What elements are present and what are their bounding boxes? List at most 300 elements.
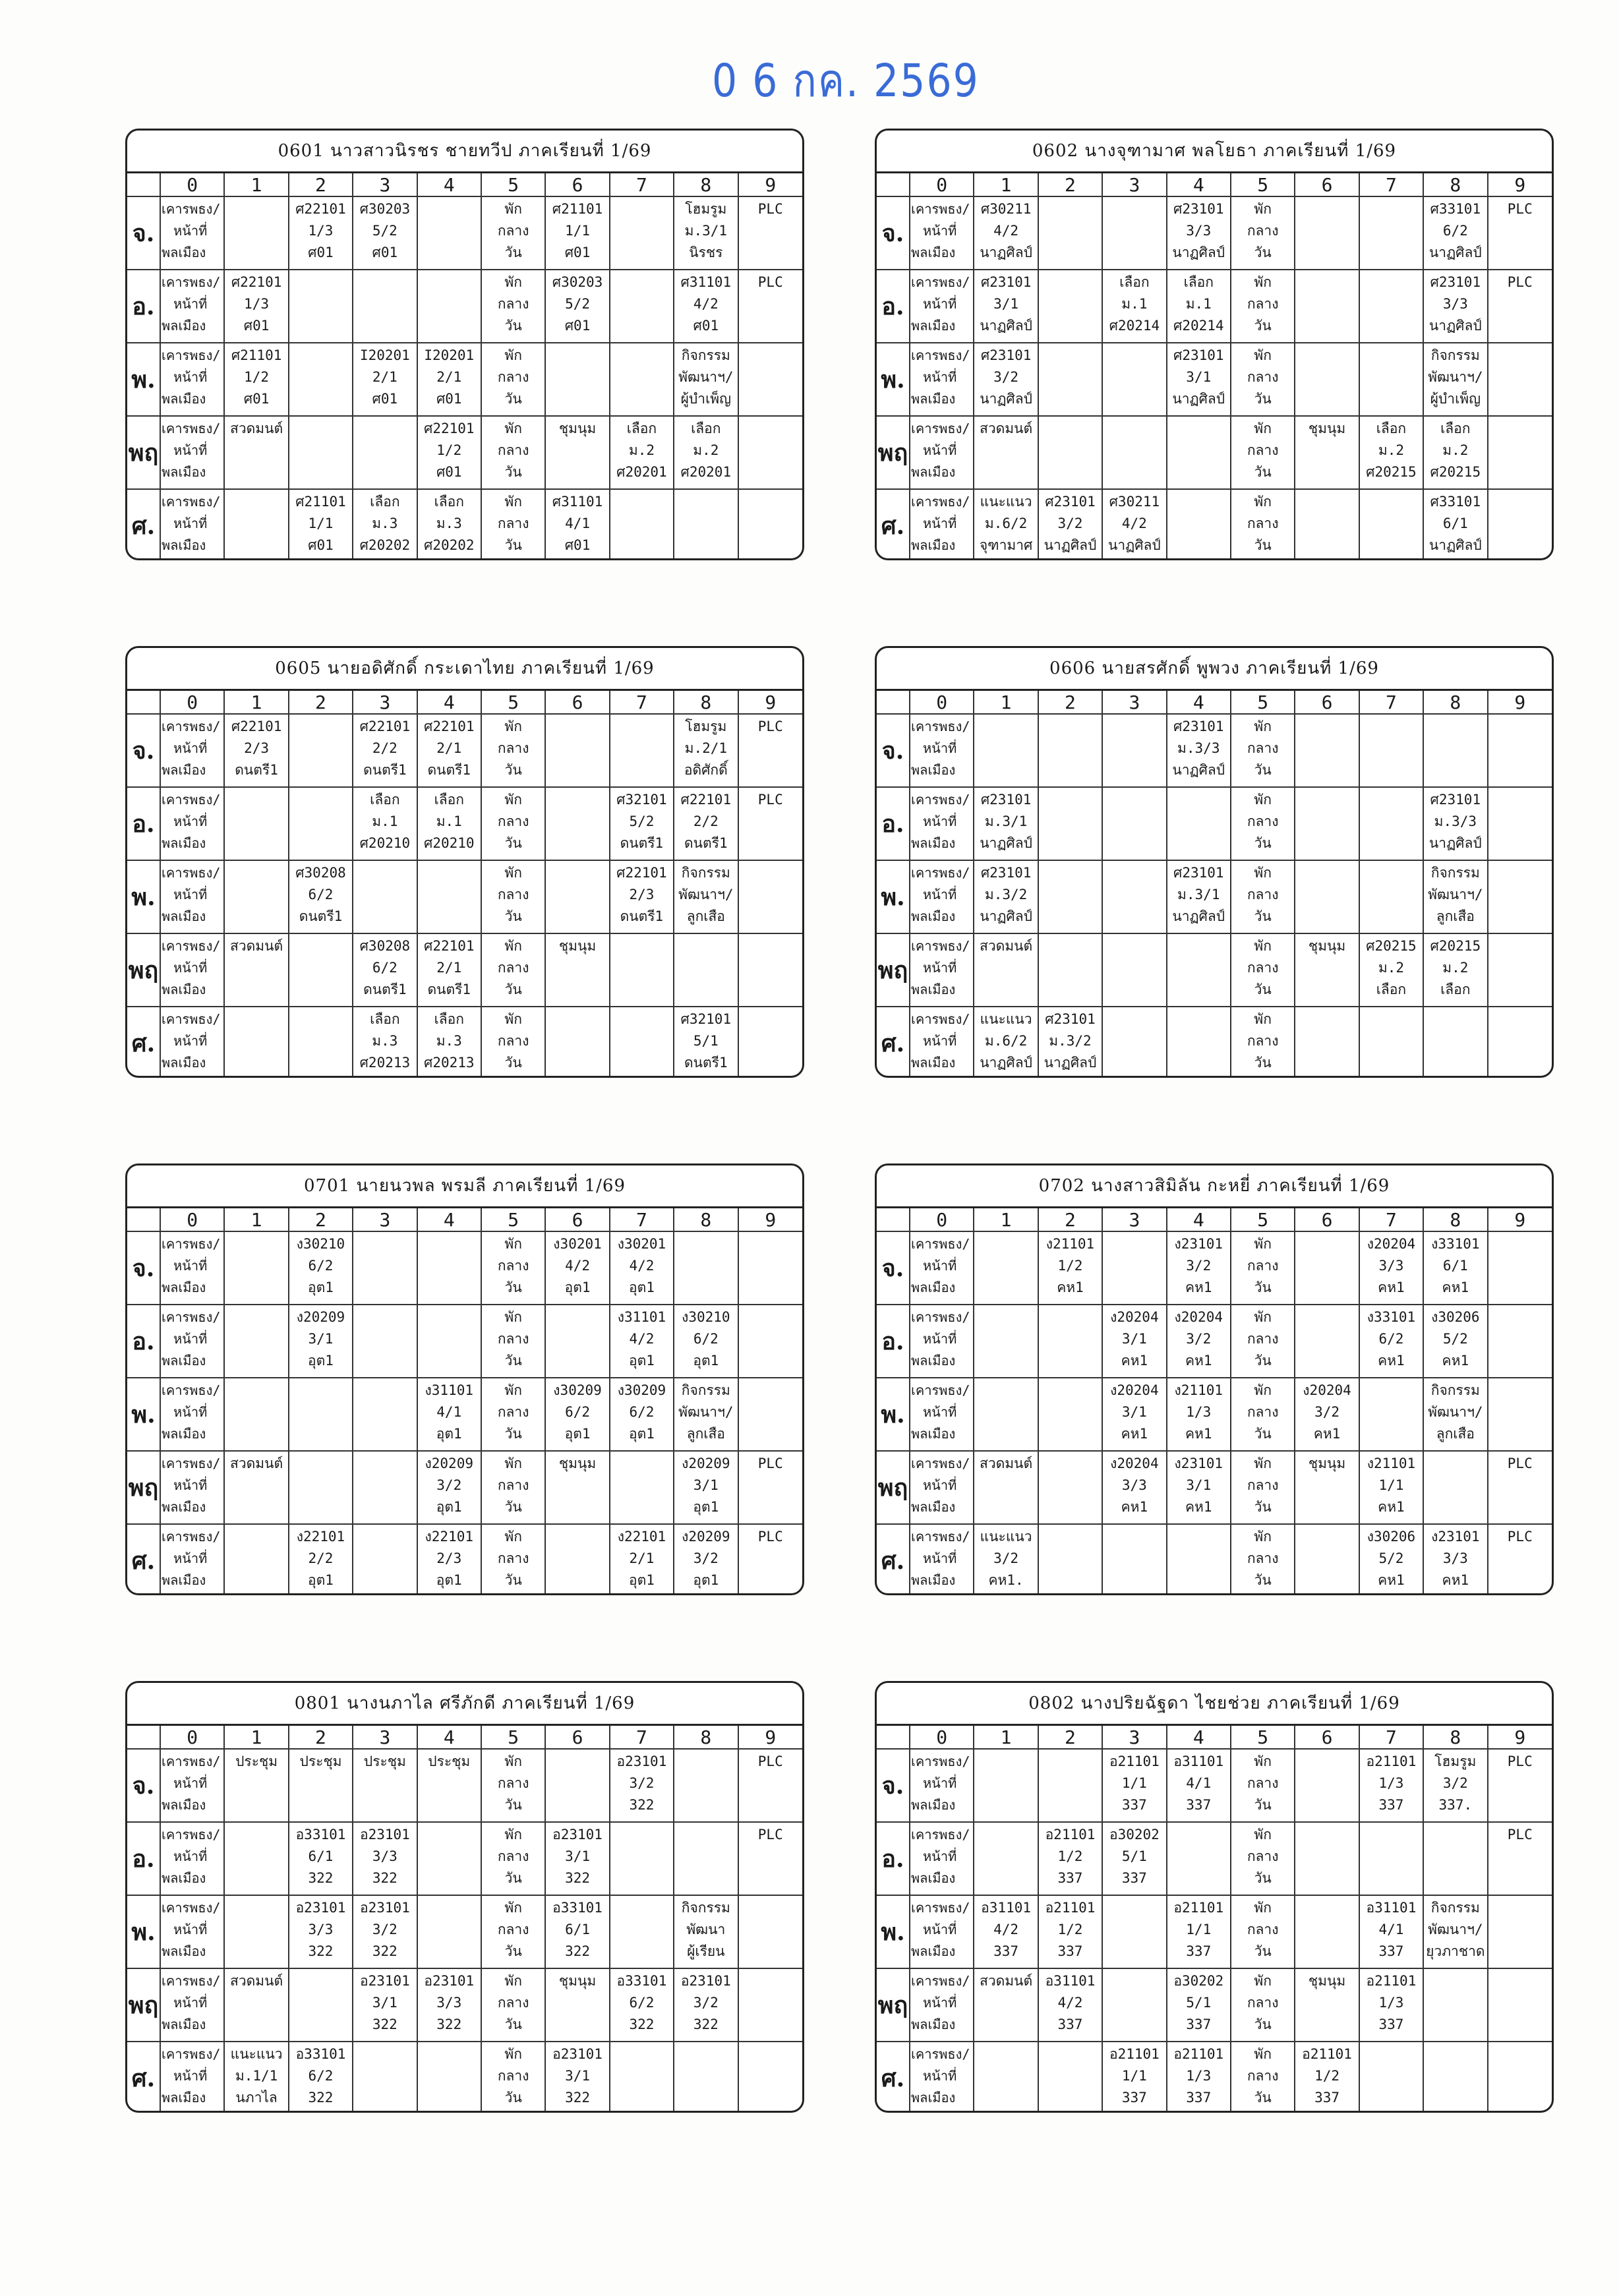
period-cell xyxy=(1102,489,1166,560)
cell-line: ศ22101 xyxy=(423,719,475,734)
cell-line: นาฏศิลป์ xyxy=(980,245,1032,260)
period-header: 3 xyxy=(353,1726,417,1749)
cell-line: 322 xyxy=(372,2016,397,2032)
period-cell xyxy=(910,2042,974,2113)
cell-line: 1/1 xyxy=(1186,1922,1212,1937)
cell-line: นาฏศิลป์ xyxy=(1172,245,1225,260)
cell-line: ศ22101 xyxy=(359,719,411,734)
period-cell xyxy=(1038,1378,1102,1451)
cell-line: อ33101 xyxy=(616,1973,667,1989)
period-cell xyxy=(353,1378,417,1451)
cell-line: พลเมือง xyxy=(162,982,206,997)
period-cell xyxy=(974,860,1038,933)
cell-line: หน้าที่ xyxy=(923,1331,957,1347)
cell-line: กลาง xyxy=(1247,296,1279,312)
cell-line: 6/2 xyxy=(372,960,397,976)
cell-line: 1/2 xyxy=(1057,1922,1083,1937)
period-cell xyxy=(481,1378,545,1451)
period-cell xyxy=(481,787,545,860)
cell-line: พัฒนาฯ/ xyxy=(1428,1922,1483,1937)
cell-line: ศ22101 xyxy=(423,938,475,954)
period-cell xyxy=(224,714,288,787)
period-cell xyxy=(1359,1822,1423,1895)
cell-line: วัน xyxy=(1254,1943,1272,1959)
cell-line: พัก xyxy=(504,1753,522,1769)
cell-line: 2/2 xyxy=(372,740,397,756)
cell-line: พลเมือง xyxy=(911,908,956,924)
period-header: 4 xyxy=(417,691,481,714)
cell-line: คห1 xyxy=(1442,1280,1469,1295)
cell-line: วัน xyxy=(1254,1280,1272,1295)
period-cell xyxy=(224,860,288,933)
cell-line: 337 xyxy=(1314,2090,1339,2105)
cell-line: วัน xyxy=(504,1797,522,1813)
period-cell xyxy=(910,787,974,860)
period-cell xyxy=(610,489,674,560)
cell-line: ม.3/2 xyxy=(984,887,1028,902)
period-cell xyxy=(1167,489,1231,560)
day-row xyxy=(127,196,802,270)
period-header: 3 xyxy=(1102,1726,1166,1749)
cell-line: 4/1 xyxy=(565,515,590,531)
period-header: 5 xyxy=(1231,1208,1295,1231)
period-cell xyxy=(1231,1822,1295,1895)
period-header: 0 xyxy=(160,1726,224,1749)
cell-line: อ23101 xyxy=(552,1827,603,1842)
period-header: 1 xyxy=(974,1208,1038,1231)
cell-line: พลเมือง xyxy=(162,762,206,778)
period-cell xyxy=(289,1231,353,1305)
cell-line: ดนตรี1 xyxy=(684,835,728,851)
day-row xyxy=(877,714,1552,787)
period-cell xyxy=(1488,714,1552,787)
period-header: 8 xyxy=(1423,1726,1487,1749)
cell-line: อ23101 xyxy=(424,1973,475,1989)
cell-line: ศ23101 xyxy=(1173,719,1224,734)
period-cell xyxy=(224,270,288,343)
period-cell xyxy=(160,1231,224,1305)
cell-line: 3/2 xyxy=(993,1550,1019,1566)
cell-line: 3/2 xyxy=(436,1477,462,1493)
period-cell xyxy=(738,860,802,933)
period-cell xyxy=(610,933,674,1007)
period-cell xyxy=(910,1524,974,1595)
cell-line: 3/1 xyxy=(1121,1404,1147,1420)
cell-line: 3/3 xyxy=(1186,223,1212,239)
cell-line: เคารพธง/ xyxy=(162,1827,221,1842)
period-cell xyxy=(1423,1968,1487,2042)
period-cell xyxy=(545,489,609,560)
cell-line: แนะแนว xyxy=(980,494,1032,510)
timetable-card xyxy=(875,646,1554,1078)
cell-line: 2/2 xyxy=(693,813,719,829)
cell-line: ศ01 xyxy=(243,391,270,407)
cell-line: 4/2 xyxy=(629,1331,655,1347)
cell-line: 1/3 xyxy=(1378,1995,1404,2011)
cell-line: ศ30211 xyxy=(980,201,1032,217)
cell-line: หน้าที่ xyxy=(173,887,208,902)
cell-line: นาฏศิลป์ xyxy=(980,1055,1032,1071)
period-header: 7 xyxy=(610,1726,674,1749)
period-cell xyxy=(1359,489,1423,560)
cell-line: เคารพธง/ xyxy=(911,201,970,217)
cell-line: หน้าที่ xyxy=(173,1477,208,1493)
cell-line: หน้าที่ xyxy=(173,813,208,829)
cell-line: นาฏศิลป์ xyxy=(1172,762,1225,778)
cell-line: พัก xyxy=(504,1011,522,1027)
period-cell xyxy=(1359,860,1423,933)
cell-line: ง22101 xyxy=(425,1529,473,1545)
day-header-blank xyxy=(877,691,910,714)
cell-line: กลาง xyxy=(1247,960,1279,976)
period-cell xyxy=(353,343,417,416)
period-cell xyxy=(353,787,417,860)
cell-line: ชุมนุม xyxy=(558,421,597,436)
cell-line: ม.3 xyxy=(372,1033,398,1049)
cell-line: กลาง xyxy=(497,1550,529,1566)
period-cell xyxy=(610,1007,674,1078)
period-cell xyxy=(1038,1524,1102,1595)
period-cell xyxy=(545,787,609,860)
cell-line: พัฒนาฯ/ xyxy=(678,1404,734,1420)
day-label: อ. xyxy=(877,270,910,343)
period-cell xyxy=(674,1007,738,1078)
cell-line: ดนตรี1 xyxy=(620,908,664,924)
cell-line: 337 xyxy=(1378,1943,1404,1959)
period-header: 5 xyxy=(481,173,545,196)
period-cell xyxy=(1423,1895,1487,1968)
cell-line: ดนตรี1 xyxy=(684,1055,728,1071)
period-cell xyxy=(353,1305,417,1378)
cell-line: พลเมือง xyxy=(911,1426,956,1442)
cell-line: กลาง xyxy=(1247,223,1279,239)
cell-line: 337 xyxy=(1186,1943,1212,1959)
cell-line: คห1 xyxy=(1378,1353,1405,1369)
cell-line: 322 xyxy=(308,1870,334,1886)
cell-line: PLC xyxy=(1507,1753,1533,1769)
cell-line: 6/1 xyxy=(308,1848,334,1864)
period-cell xyxy=(738,1305,802,1378)
cell-line: ง21101 xyxy=(1045,1236,1095,1252)
period-cell xyxy=(1423,1231,1487,1305)
cell-line: 322 xyxy=(629,2016,655,2032)
day-label: พฤ xyxy=(127,933,160,1007)
cell-line: พัก xyxy=(1254,1973,1272,1989)
cell-line: พัก xyxy=(1254,1753,1272,1769)
day-row xyxy=(877,2042,1552,2113)
cell-line: ประชุม xyxy=(428,1753,471,1769)
period-cell xyxy=(1038,1822,1102,1895)
cell-line: ม.2 xyxy=(1378,960,1404,976)
period-cell xyxy=(1038,1968,1102,2042)
cell-line: กลาง xyxy=(1247,1922,1279,1937)
cell-line: เคารพธง/ xyxy=(162,2046,221,2062)
cell-line: กลาง xyxy=(1247,1033,1279,1049)
cell-line: วัน xyxy=(504,1499,522,1515)
cell-line: เคารพธง/ xyxy=(911,792,970,808)
cell-line: พัก xyxy=(504,1309,522,1325)
period-cell xyxy=(1359,714,1423,787)
timetable-card xyxy=(125,646,804,1078)
day-label: ศ. xyxy=(877,2042,910,2113)
period-cell xyxy=(974,343,1038,416)
cell-line: เคารพธง/ xyxy=(162,719,221,734)
cell-line: 5/2 xyxy=(565,296,590,312)
period-cell xyxy=(1102,343,1166,416)
period-header: 9 xyxy=(738,1208,802,1231)
period-cell xyxy=(160,1524,224,1595)
cell-line: กลาง xyxy=(1247,515,1279,531)
period-cell xyxy=(1423,860,1487,933)
period-cell xyxy=(545,1007,609,1078)
cell-line: ง30209 xyxy=(617,1382,666,1398)
day-row xyxy=(877,1524,1552,1595)
period-cell xyxy=(481,1451,545,1524)
period-cell xyxy=(160,860,224,933)
cell-line: เคารพธง/ xyxy=(911,421,970,436)
period-cell xyxy=(481,489,545,560)
cell-line: ศ01 xyxy=(693,318,719,334)
cell-line: 6/2 xyxy=(1378,1331,1404,1347)
cell-line: อุต1 xyxy=(308,1280,334,1295)
period-cell xyxy=(1102,1895,1166,1968)
period-header: 5 xyxy=(481,691,545,714)
day-row xyxy=(127,270,802,343)
cell-line: ศ30203 xyxy=(552,274,603,290)
cell-line: ศ23101 xyxy=(1045,494,1096,510)
period-cell xyxy=(1359,1968,1423,2042)
cell-line: หน้าที่ xyxy=(173,369,208,385)
period-cell xyxy=(1359,1895,1423,1968)
cell-line: วัน xyxy=(504,1353,522,1369)
cell-line: พลเมือง xyxy=(911,1499,956,1515)
period-header: 3 xyxy=(353,173,417,196)
cell-line: อุต1 xyxy=(693,1499,719,1515)
period-cell xyxy=(1038,489,1102,560)
cell-line: สวดมนต์ xyxy=(980,938,1033,954)
cell-line: กลาง xyxy=(497,223,529,239)
cell-line: 322 xyxy=(693,2016,719,2032)
cell-line: 1/3 xyxy=(1186,1404,1212,1420)
period-cell xyxy=(481,1749,545,1822)
period-cell xyxy=(224,1231,288,1305)
period-cell xyxy=(1423,1007,1487,1078)
cell-line: ง31101 xyxy=(425,1382,473,1398)
cell-line: พลเมือง xyxy=(162,2090,206,2105)
cell-line: อุต1 xyxy=(436,1426,462,1442)
period-cell xyxy=(674,1305,738,1378)
cell-line: ง20209 xyxy=(682,1529,730,1545)
cell-line: หน้าที่ xyxy=(173,1033,208,1049)
cell-line: ศ20210 xyxy=(423,835,475,851)
cell-line: พลเมือง xyxy=(162,537,206,553)
cell-line: 3/2 xyxy=(693,1995,719,2011)
period-cell xyxy=(1038,1305,1102,1378)
cell-line: ง30206 xyxy=(1431,1309,1480,1325)
cell-line: 337 xyxy=(1186,2016,1212,2032)
timetable-grid xyxy=(877,691,1552,1078)
period-cell xyxy=(1295,1749,1359,1822)
cell-line: วัน xyxy=(1254,2090,1272,2105)
cell-line: เคารพธง/ xyxy=(911,1753,970,1769)
cell-line: เคารพธง/ xyxy=(911,1827,970,1842)
cell-line: อ21101 xyxy=(1366,1973,1417,1989)
cell-line: ชุมนุม xyxy=(1308,1973,1346,1989)
timetable-grid xyxy=(127,173,802,560)
cell-line: พลเมือง xyxy=(162,1797,206,1813)
cell-line: PLC xyxy=(757,201,783,217)
cell-line: วัน xyxy=(1254,1055,1272,1071)
cell-line: สวดมนต์ xyxy=(980,1973,1033,1989)
cell-line: อุต1 xyxy=(436,1572,462,1588)
day-row xyxy=(877,860,1552,933)
cell-line: ง30201 xyxy=(553,1236,602,1252)
period-cell xyxy=(1295,2042,1359,2113)
period-cell xyxy=(1102,1749,1166,1822)
cell-line: คห1 xyxy=(1185,1280,1212,1295)
cell-line: ศ20201 xyxy=(616,464,667,480)
cell-line: ม.6/2 xyxy=(984,1033,1028,1049)
card-title: 0702 นางสาวสิมิลัน กะหยี่ ภาคเรียนที่ 1/69 xyxy=(877,1165,1552,1208)
period-cell xyxy=(1167,416,1231,489)
cell-line: ศ01 xyxy=(564,318,591,334)
period-cell xyxy=(610,1749,674,1822)
cell-line: ง20204 xyxy=(1110,1456,1159,1471)
cell-line: 3/1 xyxy=(372,1995,397,2011)
cell-line: 6/2 xyxy=(629,1995,655,2011)
cell-line: 2/1 xyxy=(372,369,397,385)
cell-line: คห1 xyxy=(1185,1499,1212,1515)
cell-line: พลเมือง xyxy=(911,835,956,851)
cell-line: ง20204 xyxy=(1110,1382,1159,1398)
period-cell xyxy=(1038,196,1102,270)
cell-line: 3/1 xyxy=(1121,1331,1147,1347)
period-cell xyxy=(1167,1524,1231,1595)
period-cell xyxy=(1488,1895,1552,1968)
cell-line: 5/2 xyxy=(372,223,397,239)
cell-line: 5/1 xyxy=(1186,1995,1212,2011)
period-cell xyxy=(1167,1451,1231,1524)
period-header: 0 xyxy=(160,691,224,714)
cell-line: เคารพธง/ xyxy=(162,792,221,808)
period-cell xyxy=(1102,1524,1166,1595)
cell-line: พัก xyxy=(504,494,522,510)
cell-line: ง23101 xyxy=(1174,1456,1223,1471)
period-cell xyxy=(610,1895,674,1968)
cell-line: นิรชร xyxy=(689,245,723,260)
period-cell xyxy=(1038,270,1102,343)
cell-line: ศ20210 xyxy=(359,835,411,851)
cell-line: ประชุม xyxy=(235,1753,278,1769)
cell-line: 3/1 xyxy=(565,2068,590,2084)
day-row xyxy=(877,196,1552,270)
period-cell xyxy=(1102,270,1166,343)
period-cell xyxy=(674,1749,738,1822)
period-header: 2 xyxy=(1038,691,1102,714)
cell-line: ชุมนุม xyxy=(558,1456,597,1471)
cell-line: กลาง xyxy=(497,740,529,756)
cell-line: นาฏศิลป์ xyxy=(980,391,1032,407)
day-label: จ. xyxy=(127,1231,160,1305)
cell-line: เคารพธง/ xyxy=(162,938,221,954)
cell-line: I20201 xyxy=(424,347,475,363)
period-header: 4 xyxy=(1167,1208,1231,1231)
period-cell xyxy=(674,1822,738,1895)
period-cell xyxy=(910,1007,974,1078)
cell-line: PLC xyxy=(757,1529,783,1545)
cell-line: ศ32101 xyxy=(680,1011,732,1027)
period-cell xyxy=(289,270,353,343)
period-cell xyxy=(610,1305,674,1378)
cell-line: จุฑามาศ xyxy=(979,537,1033,553)
period-header: 5 xyxy=(481,1726,545,1749)
cell-line: 4/2 xyxy=(693,296,719,312)
cell-line: เคารพธง/ xyxy=(162,1309,221,1325)
period-header: 8 xyxy=(1423,173,1487,196)
period-cell xyxy=(417,1231,481,1305)
cell-line: อ31101 xyxy=(1366,1900,1417,1916)
period-cell xyxy=(224,787,288,860)
period-header: 3 xyxy=(1102,1208,1166,1231)
cell-line: ศ20213 xyxy=(359,1055,411,1071)
cell-line: พัฒนาฯ/ xyxy=(678,369,734,385)
cell-line: 322 xyxy=(629,1797,655,1813)
period-cell xyxy=(1231,714,1295,787)
cell-line: วัน xyxy=(1254,1499,1272,1515)
period-cell xyxy=(1359,416,1423,489)
cell-line: อ23101 xyxy=(359,1827,410,1842)
period-cell xyxy=(738,270,802,343)
day-row xyxy=(877,416,1552,489)
cell-line: หน้าที่ xyxy=(923,887,957,902)
cell-line: ม.3/1 xyxy=(984,813,1028,829)
cell-line: 337 xyxy=(1121,1870,1147,1886)
cell-line: เคารพธง/ xyxy=(911,2046,970,2062)
cell-line: ศ01 xyxy=(436,391,462,407)
cell-line: สวดมนต์ xyxy=(230,938,283,954)
cell-line: ประชุม xyxy=(299,1753,342,1769)
cell-line: แนะแนว xyxy=(980,1011,1032,1027)
period-cell xyxy=(353,1895,417,1968)
cell-line: 4/2 xyxy=(629,1258,655,1274)
day-label: ศ. xyxy=(877,1007,910,1078)
period-header: 1 xyxy=(224,691,288,714)
cell-line: ม.3/3 xyxy=(1434,813,1477,829)
day-label: จ. xyxy=(877,1749,910,1822)
cell-line: 6/2 xyxy=(565,1404,590,1420)
cell-line: พัก xyxy=(1254,1827,1272,1842)
period-cell xyxy=(1423,933,1487,1007)
cell-line: ง23101 xyxy=(1431,1529,1480,1545)
cell-line: พัก xyxy=(1254,938,1272,954)
cell-line: ศ21101 xyxy=(295,494,346,510)
period-cell xyxy=(738,343,802,416)
cell-line: พัก xyxy=(504,421,522,436)
period-cell xyxy=(974,1968,1038,2042)
period-cell xyxy=(1102,933,1166,1007)
period-cell xyxy=(1423,714,1487,787)
day-row xyxy=(877,1378,1552,1451)
period-cell xyxy=(224,343,288,416)
cell-line: เคารพธง/ xyxy=(911,1236,970,1252)
cell-line: อ23101 xyxy=(295,1900,346,1916)
cell-line: พลเมือง xyxy=(911,464,956,480)
cell-line: ศ22101 xyxy=(423,421,475,436)
cell-line: เลือก xyxy=(1119,274,1150,290)
cell-line: 5/1 xyxy=(693,1033,719,1049)
period-cell xyxy=(674,2042,738,2113)
cell-line: กลาง xyxy=(1247,1477,1279,1493)
